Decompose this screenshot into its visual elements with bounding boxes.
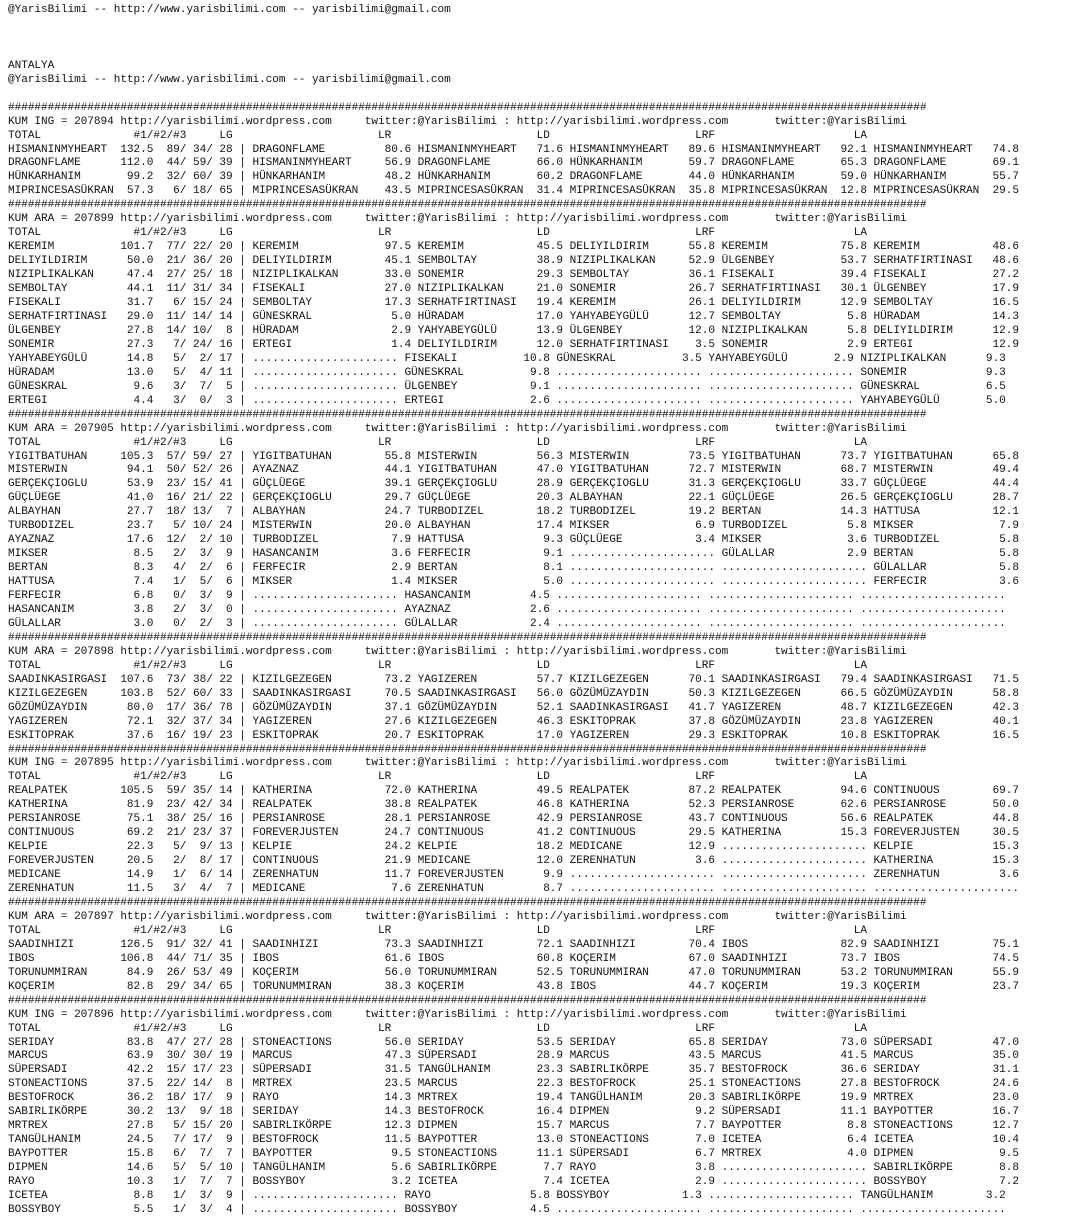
result-row: YIGITBATUHAN 105.3 57/ 59/ 27 | YIGITBATUHAN 55.8 MISTERWIN 56.3 MISTERWIN 73.5 YIGITBATUHAN 73.7 YIGITBATUHAN 65.8 <box>8 450 1019 463</box>
result-row: SEMBOLTAY 44.1 11/ 31/ 34 | FISEKALI 27.0 NIZIPLIKALKAN 21.0 SONEMIR 26.7 SERHATFIRTINASI 30.1 ÜLGENBEY 17.9 <box>8 283 1019 296</box>
column-headers: TOTAL #1/#2/#3 LG LR LD LRF LA <box>8 1022 867 1035</box>
result-row: TORUNUMMIRAN 84.9 26/ 53/ 49 | KOÇERIM 56.0 TORUNUMMIRAN 52.5 TORUNUMMIRAN 47.0 TORUNUMMIRAN 53.2 TORUNUMMIRAN 55.9 <box>8 966 1019 979</box>
result-row: MIKSER 8.5 2/ 3/ 9 | HASANCANIM 3.6 FERFECIR 9.1 ...................... GÜLALLAR 2.9 BERTAN 5.8 <box>8 548 1019 561</box>
separator-line: ########################################################################################################################################### <box>8 408 927 421</box>
result-row: SERIDAY 83.8 47/ 27/ 28 | STONEACTIONS 56.0 SERIDAY 53.5 SERIDAY 65.8 SERIDAY 73.0 SÜPERSADI 47.0 <box>8 1036 1019 1049</box>
result-row: YAGIZEREN 72.1 32/ 37/ 34 | YAGIZEREN 27.6 KIZILGEZEGEN 46.3 ESKITOPRAK 37.8 GÖZÜMÜZAYDIN 23.8 YAGIZEREN 40.1 <box>8 715 1019 728</box>
result-row: ESKITOPRAK 37.6 16/ 19/ 23 | ESKITOPRAK 20.7 ESKITOPRAK 17.0 YAGIZEREN 29.3 ESKITOPRAK 10.8 ESKITOPRAK 16.5 <box>8 729 1019 742</box>
result-row: ICETEA 8.8 1/ 3/ 9 | ...................... RAYO 5.8 BOSSYBOY 1.3 ...................... TANGÜLHANIM 3.2 <box>8 1190 1006 1203</box>
site-header-repeat: @YarisBilimi -- http://www.yarisbilimi.com -- yarisbilimi@gmail.com <box>8 73 451 86</box>
result-row: MISTERWIN 94.1 50/ 52/ 26 | AYAZNAZ 44.1 YIGITBATUHAN 47.0 YIGITBATUHAN 72.7 MISTERWIN 68.7 MISTERWIN 49.4 <box>8 464 1019 477</box>
separator-line: ########################################################################################################################################### <box>8 199 927 212</box>
result-row: YAHYABEYGÜLÜ 14.8 5/ 2/ 17 | ...................... FISEKALI 10.8 GÜNESKRAL 3.5 YAHYABEYGÜLÜ 2.9 NIZIPLIKALKAN 9.3 <box>8 352 1006 365</box>
result-row: KATHERINA 81.9 23/ 42/ 34 | REALPATEK 38.8 REALPATEK 46.8 KATHERINA 52.3 PERSIANROSE 62.6 PERSIANROSE 50.0 <box>8 799 1019 812</box>
column-headers: TOTAL #1/#2/#3 LG LR LD LRF LA <box>8 924 867 937</box>
result-row: NIZIPLIKALKAN 47.4 27/ 25/ 18 | NIZIPLIKALKAN 33.0 SONEMIR 29.3 SEMBOLTAY 36.1 FISEKALI 39.4 FISEKALI 27.2 <box>8 269 1019 282</box>
result-row: SERHATFIRTINASI 29.0 11/ 14/ 14 | GÜNESKRAL 5.0 HÜRADAM 17.0 YAHYABEYGÜLÜ 12.7 SEMBOLTAY 5.8 HÜRADAM 14.3 <box>8 310 1019 323</box>
result-row: BERTAN 8.3 4/ 2/ 6 | FERFECIR 2.9 BERTAN 8.1 ...................... ...................... GÜLALLAR 5.8 <box>8 562 1019 575</box>
result-row: TANGÜLHANIM 24.5 7/ 17/ 9 | BESTOFROCK 11.5 BAYPOTTER 13.0 STONEACTIONS 7.0 ICETEA 6.4 ICETEA 10.4 <box>8 1134 1019 1147</box>
separator-line: ########################################################################################################################################### <box>8 994 927 1007</box>
separator-line: ########################################################################################################################################### <box>8 897 927 909</box>
result-row: MIPRINCESASÜKRAN 57.3 6/ 18/ 65 | MIPRINCESASÜKRAN 43.5 MIPRINCESASÜKRAN 31.4 MIPRINCESASÜKRAN 35.8 MIPRINCESASÜKRAN 12.8 MIPRINCESASÜKRAN 29.5 <box>8 185 1019 198</box>
result-row: GÜÇLÜEGE 41.0 16/ 21/ 22 | GERÇEKÇIOGLU 29.7 GÜÇLÜEGE 20.3 ALBAYHAN 22.1 GÜÇLÜEGE 26.5 GERÇEKÇIOGLU 28.7 <box>8 492 1019 505</box>
result-row: BAYPOTTER 15.8 6/ 7/ 7 | BAYPOTTER 9.5 STONEACTIONS 11.1 SÜPERSADI 6.7 MRTREX 4.0 DIPMEN 9.5 <box>8 1148 1019 1161</box>
race-title: KUM ARA = 207898 http://yarisbilimi.wordpress.com twitter:@YarisBilimi : http://yarisbilimi.wordpress.com twitter:@YarisBilimi <box>8 645 907 658</box>
result-row: REALPATEK 105.5 59/ 35/ 14 | KATHERINA 72.0 KATHERINA 49.5 REALPATEK 87.2 REALPATEK 94.6 CONTINUOUS 69.7 <box>8 785 1019 798</box>
result-row: MRTREX 27.8 5/ 15/ 20 | SABIRLIKÖRPE 12.3 DIPMEN 15.7 MARCUS 7.7 BAYPOTTER 8.8 STONEACTIONS 12.7 <box>8 1120 1019 1133</box>
result-row: ERTEGI 4.4 3/ 0/ 3 | ...................... ERTEGI 2.6 ...................... ...................... YAHYABEYGÜLÜ 5.0 <box>8 394 1006 407</box>
race-sections <box>8 102 1019 1216</box>
separator-line: ########################################################################################################################################### <box>8 631 927 644</box>
result-row: STONEACTIONS 37.5 22/ 14/ 8 | MRTREX 23.5 MARCUS 22.3 BESTOFROCK 25.1 STONEACTIONS 27.8 BESTOFROCK 24.6 <box>8 1078 1019 1091</box>
result-row: HÜRADAM 13.0 5/ 4/ 11 | ...................... GÜNESKRAL 9.8 ...................... ...................... SONEMIR 9.3 <box>8 366 1006 379</box>
result-row: KOÇERIM 82.8 29/ 34/ 65 | TORUNUMMIRAN 38.3 KOÇERIM 43.8 IBOS 44.7 KOÇERIM 19.3 KOÇERIM 23.7 <box>8 980 1019 993</box>
result-row: KIZILGEZEGEN 103.8 52/ 60/ 33 | SAADINKASIRGASI 70.5 SAADINKASIRGASI 56.0 GÖZÜMÜZAYDIN 50.3 KIZILGEZEGEN 66.5 GÖZÜMÜZAYDIN 58.8 <box>8 687 1019 700</box>
site-header: @YarisBilimi -- http://www.yarisbilimi.com -- yarisbilimi@gmail.com <box>8 4 451 16</box>
result-row: HATTUSA 7.4 1/ 5/ 6 | MIKSER 1.4 MIKSER 5.0 ...................... ...................... FERFECIR 3.6 <box>8 576 1019 589</box>
race-title: KUM ARA = 207899 http://yarisbilimi.wordpress.com twitter:@YarisBilimi : http://yarisbilimi.wordpress.com twitter:@YarisBilimi <box>8 213 907 226</box>
separator-line: ########################################################################################################################################### <box>8 101 927 114</box>
result-row: BOSSYBOY 5.5 1/ 3/ 4 | ...................... BOSSYBOY 4.5 ...................... ...................... ...................... <box>8 1203 1006 1216</box>
result-row: BESTOFROCK 36.2 18/ 17/ 9 | RAYO 14.3 MRTREX 19.4 TANGÜLHANIM 20.3 SABIRLIKÖRPE 19.9 MRTREX 23.0 <box>8 1092 1019 1105</box>
result-row: IBOS 106.8 44/ 71/ 35 | IBOS 61.6 IBOS 60.8 KOÇERIM 67.0 SAADINHIZI 73.7 IBOS 74.5 <box>8 952 1019 965</box>
result-row: GÜNESKRAL 9.6 3/ 7/ 5 | ...................... ÜLGENBEY 9.1 ...................... ...................... GÜNESKRAL 6.5 <box>8 380 1006 393</box>
race-title: KUM ARA = 207897 http://yarisbilimi.wordpress.com twitter:@YarisBilimi : http://yarisbilimi.wordpress.com twitter:@YarisBilimi <box>8 910 907 923</box>
separator-line: ########################################################################################################################################### <box>8 743 927 756</box>
result-row: ZERENHATUN 11.5 3/ 4/ 7 | MEDICANE 7.6 ZERENHATUN 8.7 ...................... ...................... ...................... <box>8 883 1019 896</box>
result-row: SAADINKASIRGASI 107.6 73/ 38/ 22 | KIZILGEZEGEN 73.2 YAGIZEREN 57.7 KIZILGEZEGEN 70.1 SAADINKASIRGASI 79.4 SAADINKASIRGASI 71.5 <box>8 673 1019 686</box>
result-row: GERÇEKÇIOGLU 53.9 23/ 15/ 41 | GÜÇLÜEGE 39.1 GERÇEKÇIOGLU 28.9 GERÇEKÇIOGLU 31.3 GERÇEKÇIOGLU 33.7 GÜÇLÜEGE 44.4 <box>8 478 1019 491</box>
result-row: GÖZÜMÜZAYDIN 80.0 17/ 36/ 78 | GÖZÜMÜZAYDIN 37.1 GÖZÜMÜZAYDIN 52.1 SAADINKASIRGASI 41.7 YAGIZEREN 48.7 KIZILGEZEGEN 42.3 <box>8 701 1019 714</box>
result-row: MARCUS 63.9 30/ 30/ 19 | MARCUS 47.3 SÜPERSADI 28.9 MARCUS 43.5 MARCUS 41.5 MARCUS 35.0 <box>8 1050 1019 1063</box>
result-row: ALBAYHAN 27.7 18/ 13/ 7 | ALBAYHAN 24.7 TURBODIZEL 18.2 TURBODIZEL 19.2 BERTAN 14.3 HATTUSA 12.1 <box>8 506 1019 519</box>
result-row: SÜPERSADI 42.2 15/ 17/ 23 | SÜPERSADI 31.5 TANGÜLHANIM 23.3 SABIRLIKÖRPE 35.7 BESTOFROCK 36.6 SERIDAY 31.1 <box>8 1064 1019 1077</box>
result-row: DELIYILDIRIM 50.0 21/ 36/ 20 | DELIYILDIRIM 45.1 SEMBOLTAY 38.9 NIZIPLIKALKAN 52.9 ÜLGENBEY 53.7 SERHATFIRTINASI 48.6 <box>8 255 1019 268</box>
result-row: FERFECIR 6.8 0/ 3/ 9 | ...................... HASANCANIM 4.5 ...................... ...................... ...................... <box>8 590 1006 603</box>
result-row: TURBODIZEL 23.7 5/ 10/ 24 | MISTERWIN 20.0 ALBAYHAN 17.4 MIKSER 6.9 TURBODIZEL 5.8 MIKSER 7.9 <box>8 520 1019 533</box>
result-row: CONTINUOUS 69.2 21/ 23/ 37 | FOREVERJUSTEN 24.7 CONTINUOUS 41.2 CONTINUOUS 29.5 KATHERINA 15.3 FOREVERJUSTEN 30.5 <box>8 827 1019 840</box>
result-row: SAADINHIZI 126.5 91/ 32/ 41 | SAADINHIZI 73.3 SAADINHIZI 72.1 SAADINHIZI 70.4 IBOS 82.9 SAADINHIZI 75.1 <box>8 938 1019 951</box>
result-row: MEDICANE 14.9 1/ 6/ 14 | ZERENHATUN 11.7 FOREVERJUSTEN 9.9 ...................... ...................... ZERENHATUN 3.6 <box>8 869 1019 882</box>
column-headers: TOTAL #1/#2/#3 LG LR LD LRF LA <box>8 129 867 142</box>
race-title: KUM ARA = 207905 http://yarisbilimi.wordpress.com twitter:@YarisBilimi : http://yarisbilimi.wordpress.com twitter:@YarisBilimi <box>8 422 907 435</box>
result-row: HASANCANIM 3.8 2/ 3/ 0 | ...................... AYAZNAZ 2.6 ...................... ...................... ...................... <box>8 603 1006 616</box>
race-title: KUM ING = 207895 http://yarisbilimi.wordpress.com twitter:@YarisBilimi : http://yarisbilimi.wordpress.com twitter:@YarisBilimi <box>8 757 907 770</box>
result-row: HISMANINMYHEART 132.5 89/ 34/ 28 | DRAGONFLAME 80.6 HISMANINMYHEART 71.6 HISMANINMYHEART 89.6 HISMANINMYHEART 92.1 HISMANINMYHEART 74.8 <box>8 143 1019 156</box>
result-row: DRAGONFLAME 112.0 44/ 59/ 39 | HISMANINMYHEART 56.9 DRAGONFLAME 66.0 HÜNKARHANIM 59.7 DRAGONFLAME 65.3 DRAGONFLAME 69.1 <box>8 157 1019 170</box>
city-title: ANTALYA <box>8 59 55 72</box>
column-headers: TOTAL #1/#2/#3 LG LR LD LRF LA <box>8 227 867 240</box>
result-row: SONEMIR 27.3 7/ 24/ 16 | ERTEGI 1.4 DELIYILDIRIM 12.0 SERHATFIRTINASI 3.5 SONEMIR 2.9 ERTEGI 12.9 <box>8 338 1019 351</box>
result-row: HÜNKARHANIM 99.2 32/ 60/ 39 | HÜNKARHANIM 48.2 HÜNKARHANIM 60.2 DRAGONFLAME 44.0 HÜNKARHANIM 59.0 HÜNKARHANIM 55.7 <box>8 171 1019 184</box>
column-headers: TOTAL #1/#2/#3 LG LR LD LRF LA <box>8 436 867 449</box>
result-row: ÜLGENBEY 27.8 14/ 10/ 8 | HÜRADAM 2.9 YAHYABEYGÜLÜ 13.9 ÜLGENBEY 12.0 NIZIPLIKALKAN 5.8 DELIYILDIRIM 12.9 <box>8 324 1019 337</box>
race-title: KUM ING = 207896 http://yarisbilimi.wordpress.com twitter:@YarisBilimi : http://yarisbilimi.wordpress.com twitter:@YarisBilimi <box>8 1008 907 1021</box>
race-title: KUM ING = 207894 http://yarisbilimi.wordpress.com twitter:@YarisBilimi : http://yarisbilimi.wordpress.com twitter:@YarisBilimi <box>8 115 907 128</box>
result-row: FOREVERJUSTEN 20.5 2/ 8/ 17 | CONTINUOUS 21.9 MEDICANE 12.0 ZERENHATUN 3.6 ...................... KATHERINA 15.3 <box>8 855 1019 868</box>
result-row: RAYO 10.3 1/ 7/ 7 | BOSSYBOY 3.2 ICETEA 7.4 ICETEA 2.9 ...................... BOSSYBOY 7.2 <box>8 1176 1019 1189</box>
result-row: DIPMEN 14.6 5/ 5/ 10 | TANGÜLHANIM 5.6 SABIRLIKÖRPE 7.7 RAYO 3.8 ...................... SABIRLIKÖRPE 8.8 <box>8 1162 1019 1175</box>
result-row: KELPIE 22.3 5/ 9/ 13 | KELPIE 24.2 KELPIE 18.2 MEDICANE 12.9 ...................... KELPIE 15.3 <box>8 841 1019 854</box>
column-headers: TOTAL #1/#2/#3 LG LR LD LRF LA <box>8 659 867 672</box>
result-row: SABIRLIKÖRPE 30.2 13/ 9/ 18 | SERIDAY 14.3 BESTOFROCK 16.4 DIPMEN 9.2 SÜPERSADI 11.1 BAYPOTTER 16.7 <box>8 1106 1019 1119</box>
result-row: FISEKALI 31.7 6/ 15/ 24 | SEMBOLTAY 17.3 SERHATFIRTINASI 19.4 KEREMIM 26.1 DELIYILDIRIM 12.9 SEMBOLTAY 16.5 <box>8 297 1019 310</box>
result-row: AYAZNAZ 17.6 12/ 2/ 10 | TURBODIZEL 7.9 HATTUSA 9.3 GÜÇLÜEGE 3.4 MIKSER 3.6 TURBODIZEL 5.8 <box>8 534 1019 547</box>
result-row: PERSIANROSE 75.1 38/ 25/ 16 | PERSIANROSE 28.1 PERSIANROSE 42.9 PERSIANROSE 43.7 CONTINUOUS 56.6 REALPATEK 44.8 <box>8 813 1019 826</box>
result-row: GÜLALLAR 3.0 0/ 2/ 3 | ...................... GÜLALLAR 2.4 ...................... ...................... ...................... <box>8 617 1006 630</box>
result-row: KEREMIM 101.7 77/ 22/ 20 | KEREMIM 97.5 KEREMIM 45.5 DELIYILDIRIM 55.8 KEREMIM 75.8 KEREMIM 48.6 <box>8 241 1019 254</box>
column-headers: TOTAL #1/#2/#3 LG LR LD LRF LA <box>8 771 867 784</box>
